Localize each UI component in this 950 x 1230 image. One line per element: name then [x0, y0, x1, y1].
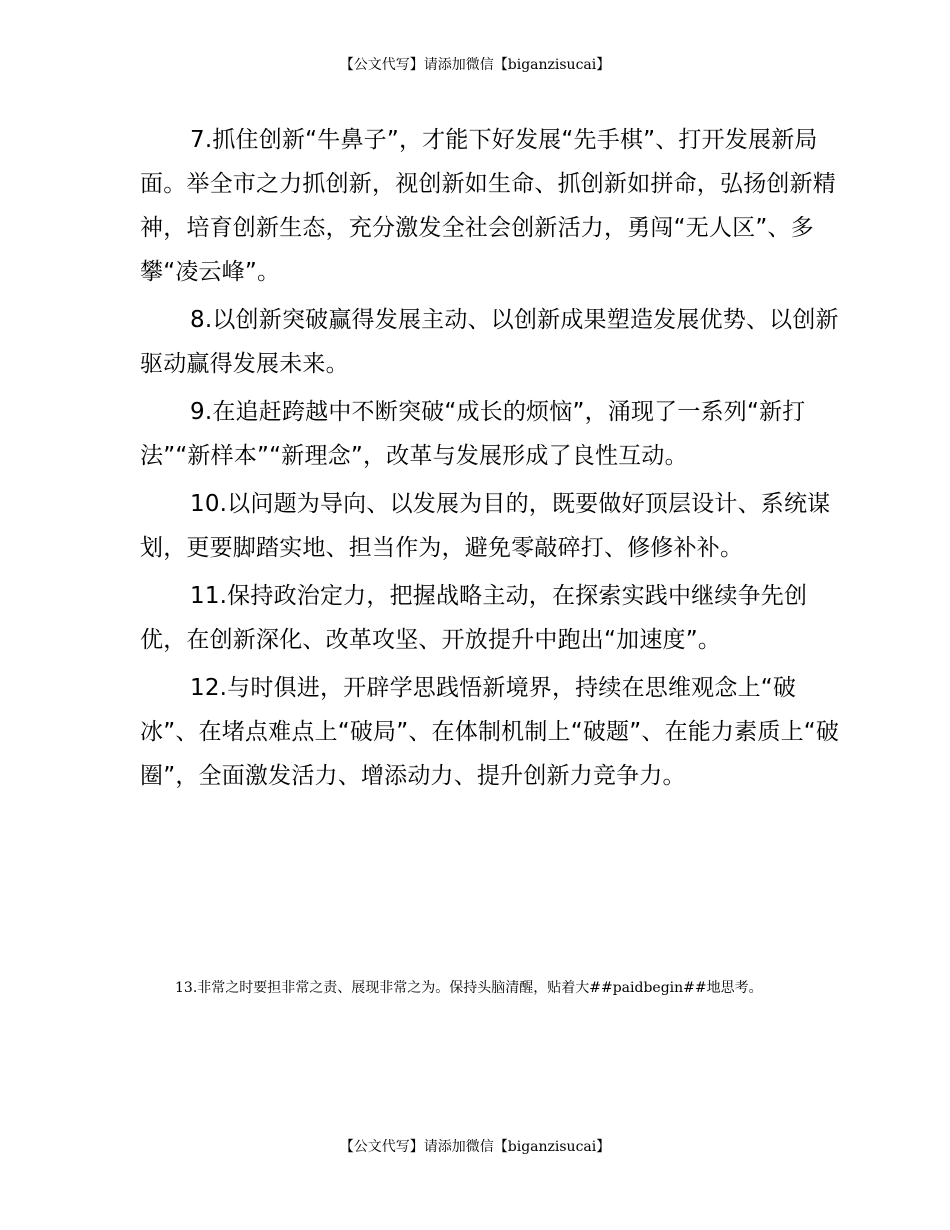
page-footer: 【公文代写】请添加微信【biganzisucai】 [339, 1139, 611, 1155]
document-body [140, 118, 840, 802]
paragraph-11: 11.保持政治定力，把握战略主动，在探索实践中继续争先创优，在创新深化、改革攻坚、开放提升中跑出“加速度”。 [140, 583, 808, 653]
paragraph-13: 13.非常之时要担非常之责、展现非常之为。保持头脑清醒，贴着大##paidbegin##地思考。 [175, 980, 763, 996]
paragraph-12: 12.与时俱进，开辟学思践悟新境界，持续在思维观念上“破冰”、在堵点难点上“破局”、在体制机制上“破题”、在能力素质上“破圈”，全面激发活力、增添动力、提升创新力竞争力。 [140, 675, 840, 789]
paragraph-7: 7.抓住创新“牛鼻子”，才能下好发展“先手棋”、打开发展新局面。举全市之力抓创新，视创新如生命、抓创新如拼命，弘扬创新精神，培育创新生态，充分激发全社会创新活力，勇闯“无人区”、多攀“凌云峰”。 [140, 127, 836, 285]
paragraph-9: 9.在追赶跨越中不断突破“成长的烦恼”，涌现了一系列“新打法”“新样本”“新理念”，改革与发展形成了良性互动。 [140, 399, 806, 469]
page-header: 【公文代写】请添加微信【biganzisucai】 [339, 57, 611, 73]
paragraph-10: 10.以问题为导向、以发展为目的，既要做好顶层设计、系统谋划，更要脚踏实地、担当作为，避免零敲碎打、修修补补。 [140, 491, 831, 561]
paragraph-8: 8.以创新突破赢得发展主动、以创新成果塑造发展优势、以创新驱动赢得发展未来。 [140, 307, 839, 377]
